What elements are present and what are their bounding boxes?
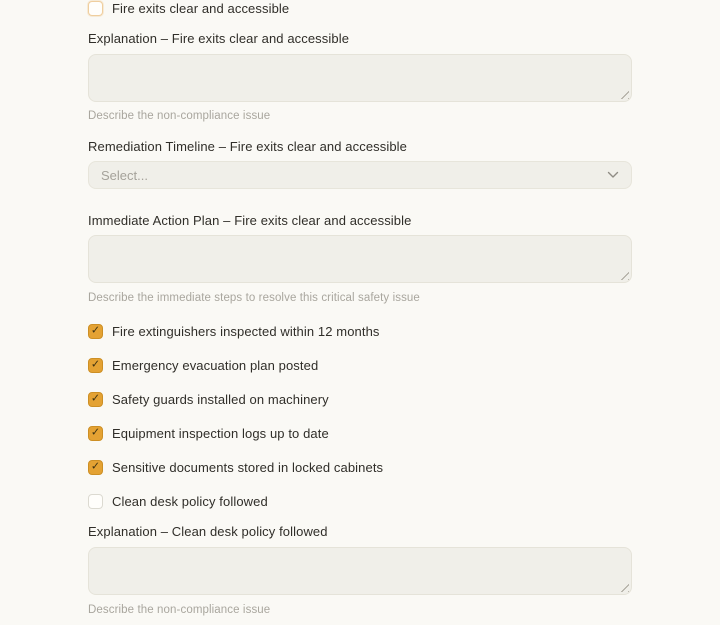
checkbox-checked-icon[interactable] <box>88 460 103 475</box>
checkbox-checked-icon[interactable] <box>88 324 103 339</box>
explanation-clean-desk-textarea[interactable] <box>88 547 632 595</box>
checkbox-row-fire-exits[interactable] <box>88 0 632 16</box>
checkbox-label-clean-desk: Clean desk policy followed <box>112 493 268 509</box>
chevron-down-icon <box>607 171 619 179</box>
checkbox-row-clean-desk[interactable] <box>88 493 632 509</box>
action-plan-field <box>88 235 632 283</box>
select-placeholder: Select... <box>101 167 148 183</box>
checkbox-label: Sensitive documents stored in locked cabinets <box>112 459 384 475</box>
checkbox-checked-icon[interactable] <box>88 392 103 407</box>
checkbox-row-safety-guards[interactable] <box>88 391 632 407</box>
checkbox-label-fire-exits: Fire exits clear and accessible <box>112 0 290 16</box>
explanation-fire-exits-label: Explanation – Fire exits clear and accessible <box>88 31 350 46</box>
checkbox-row-evacuation-plan[interactable] <box>88 357 632 373</box>
checkbox-label: Fire extinguishers inspected within 12 months <box>112 323 380 339</box>
checkbox-row-fire-extinguishers[interactable] <box>88 323 632 339</box>
checkbox-label: Safety guards installed on machinery <box>112 391 329 407</box>
checkbox-checked-icon[interactable] <box>88 358 103 373</box>
explanation-fire-exits-field <box>88 54 632 102</box>
action-plan-label: Immediate Action Plan – Fire exits clear and accessible <box>88 213 412 228</box>
checkbox-fire-exits[interactable] <box>88 1 103 16</box>
remediation-timeline-select[interactable] <box>88 161 632 189</box>
checkbox-clean-desk[interactable] <box>88 494 103 509</box>
action-plan-helper: Describe the immediate steps to resolve this critical safety issue <box>88 292 420 304</box>
explanation-clean-desk-helper: Describe the non-compliance issue <box>88 604 271 616</box>
explanation-clean-desk-field <box>88 547 632 595</box>
checkbox-checked-icon[interactable] <box>88 426 103 441</box>
explanation-clean-desk-label: Explanation – Clean desk policy followed <box>88 524 328 539</box>
action-plan-textarea[interactable] <box>88 235 632 283</box>
checkbox-row-inspection-logs[interactable] <box>88 425 632 441</box>
checkbox-label: Emergency evacuation plan posted <box>112 357 319 373</box>
remediation-timeline-label: Remediation Timeline – Fire exits clear and accessible <box>88 139 407 154</box>
checkbox-row-locked-cabinets[interactable] <box>88 459 632 475</box>
explanation-fire-exits-helper: Describe the non-compliance issue <box>88 110 271 122</box>
explanation-fire-exits-textarea[interactable] <box>88 54 632 102</box>
checkbox-label: Equipment inspection logs up to date <box>112 425 329 441</box>
